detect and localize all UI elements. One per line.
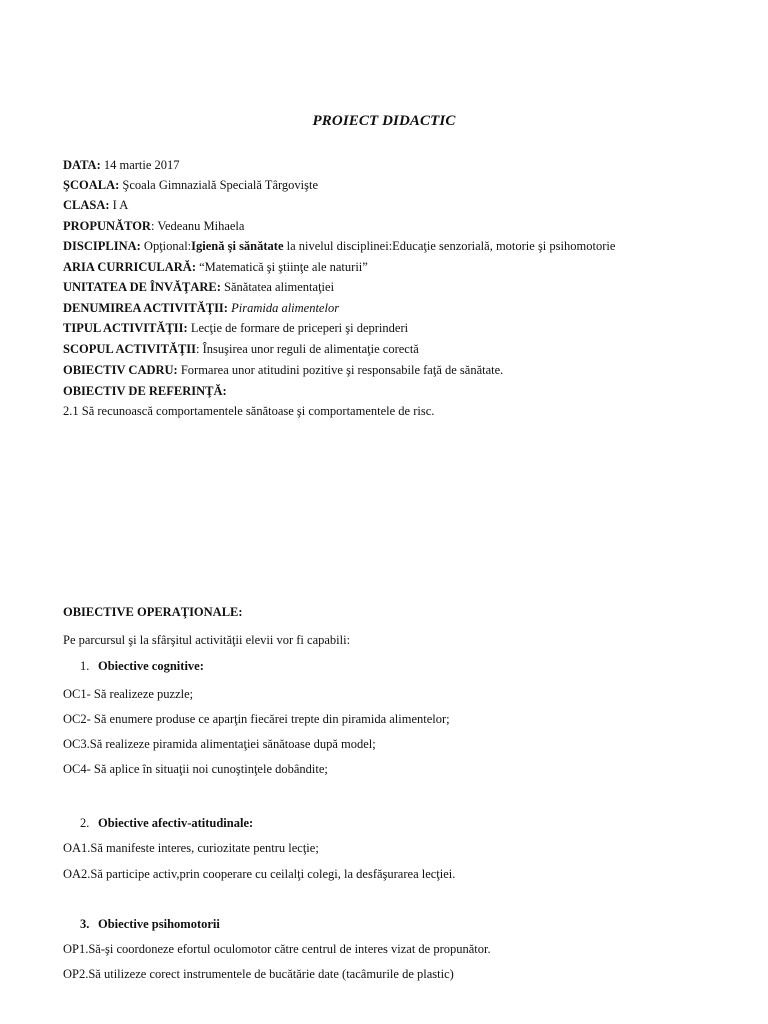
- field-aria-value: “Matematică şi ştiinţe ale naturii”: [196, 260, 368, 274]
- section-psychomotor-heading: [80, 916, 220, 932]
- section-psychomotor-title: Obiective psihomotorii: [98, 917, 220, 931]
- field-disciplina-part2: la nivelul disciplinei:Educaţie senzorială, motorie şi psihomotorie: [283, 239, 616, 253]
- field-unitatea-label: UNITATEA DE ÎNVĂŢARE:: [63, 280, 221, 294]
- field-scoala-label: ŞCOALA:: [63, 178, 120, 192]
- field-obiectiv-referinta: [63, 383, 227, 399]
- field-obiectiv-cadru: [63, 362, 503, 378]
- field-disciplina: [63, 238, 615, 254]
- field-clasa: [63, 197, 128, 213]
- objective-oc1: OC1- Să realizeze puzzle;: [63, 687, 194, 701]
- section-psychomotor-number: 3.: [80, 917, 90, 931]
- field-propunator: [63, 218, 244, 234]
- field-unitatea-value: Sănătatea alimentaţiei: [220, 280, 335, 294]
- field-scoala: [63, 177, 318, 193]
- field-obiectiv-referinta-text: 2.1 Să recunoască comportamentele sănătoase şi comportamentele de risc.: [63, 404, 435, 418]
- field-data: [63, 157, 180, 173]
- field-scopul-label: SCOPUL ACTIVITĂŢII: [63, 342, 197, 356]
- field-scoala-value: Şcoala Gimnazială Specială Târgovişte: [119, 178, 319, 192]
- field-obiectiv-cadru-value: Formarea unor atitudini pozitive şi responsabile faţă de sănătate.: [177, 363, 504, 377]
- objective-op1: OP1.Să-şi coordoneze efortul oculomotor către centrul de interes vizat de propunător.: [63, 942, 491, 956]
- objective-oa1: OA1.Să manifeste interes, curiozitate pentru lecţie;: [63, 841, 319, 855]
- field-denumirea-value: Piramida alimentelor: [227, 301, 340, 315]
- operational-heading-text: OBIECTIVE OPERAŢIONALE:: [63, 605, 243, 619]
- field-data-label: DATA:: [63, 158, 101, 172]
- field-aria-curriculara: [63, 259, 368, 275]
- field-tipul: [63, 320, 408, 336]
- field-propunator-value: : Vedeanu Mihaela: [150, 219, 245, 233]
- field-obiectiv-referinta-label: OBIECTIV DE REFERINŢĂ:: [63, 384, 227, 398]
- field-disciplina-label: DISCIPLINA:: [63, 239, 141, 253]
- objective-op2: OP2.Să utilizeze corect instrumentele de bucătărie date (tacâmurile de plastic): [63, 967, 454, 981]
- field-scopul-value: : Însuşirea unor reguli de alimentaţie corectă: [196, 342, 419, 356]
- field-disciplina-bold: Igienă şi sănătate: [191, 239, 284, 253]
- field-tipul-label: TIPUL ACTIVITĂŢII:: [63, 321, 188, 335]
- field-clasa-label: CLASA:: [63, 198, 110, 212]
- field-clasa-value: I A: [109, 198, 129, 212]
- field-unitatea: [63, 279, 334, 295]
- objective-oc3: OC3.Să realizeze piramida alimentaţiei sănătoase după model;: [63, 737, 376, 751]
- objective-oc2: OC2- Să enumere produse ce aparţin fiecărei trepte din piramida alimentelor;: [63, 712, 450, 726]
- field-aria-label: ARIA CURRICULARĂ:: [63, 260, 196, 274]
- field-denumirea: [63, 300, 339, 316]
- section-affective-title: Obiective afectiv-atitudinale:: [98, 816, 254, 830]
- section-affective-number: 2.: [80, 816, 90, 830]
- field-disciplina-part1: Opţional:: [140, 239, 192, 253]
- section-cognitive-heading: [80, 658, 204, 674]
- field-propunator-label: PROPUNĂTOR: [63, 219, 151, 233]
- section-cognitive-title: Obiective cognitive:: [98, 659, 204, 673]
- field-tipul-value: Lecţie de formare de priceperi şi deprinderi: [187, 321, 409, 335]
- field-data-value: 14 martie 2017: [100, 158, 180, 172]
- field-obiectiv-cadru-label: OBIECTIV CADRU:: [63, 363, 178, 377]
- section-cognitive-number: 1.: [80, 659, 90, 673]
- objective-oc4: OC4- Să aplice în situaţii noi cunoştinţele dobândite;: [63, 762, 328, 776]
- document-title: PROIECT DIDACTIC: [312, 113, 456, 129]
- operational-intro: Pe parcursul şi la sfârşitul activităţii elevii vor fi capabili:: [63, 633, 351, 647]
- objective-oa2: OA2.Să participe activ,prin cooperare cu ceilalţi colegi, la desfăşurarea lecţiei.: [63, 867, 456, 881]
- operational-heading: [63, 604, 243, 620]
- field-denumirea-label: DENUMIREA ACTIVITĂŢII:: [63, 301, 228, 315]
- field-scopul: [63, 341, 419, 357]
- section-affective-heading: [80, 815, 253, 831]
